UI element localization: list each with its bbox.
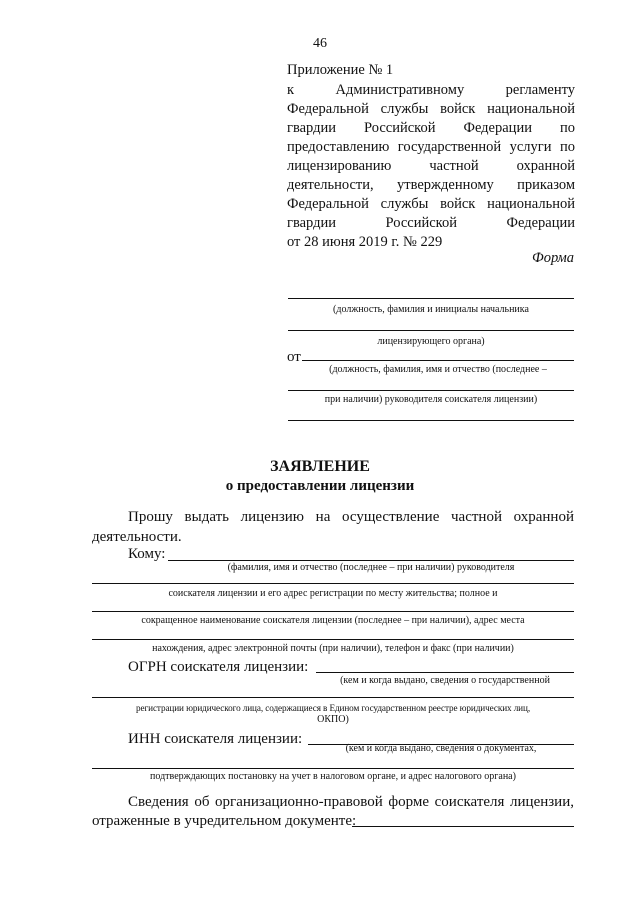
addressee-caption: лицензирующего органа): [377, 336, 485, 347]
to-line-3: [92, 611, 574, 612]
ogrn-line-2: [92, 697, 574, 698]
from-caption: при наличии) руководителя соискателя лицензии): [324, 394, 538, 405]
ogrn-caption: (кем и когда выдано, сведения о государственной: [340, 675, 550, 686]
to-caption: нахождения, адрес электронной почты (при наличии), телефон и факс (при наличии): [152, 643, 514, 654]
ogrn-caption: регистрации юридического лица, содержащиеся в Едином государственном реестре юридических лиц,: [135, 703, 531, 713]
inn-caption: (кем и когда выдано, сведения о документах,: [345, 743, 537, 754]
ogrn-caption: ОКПО): [317, 714, 349, 725]
form-label: Форма: [532, 250, 574, 266]
from-line: [302, 360, 574, 361]
org-form-text: Сведения об организационно-правовой форме соискателя лицензии,: [128, 794, 574, 810]
from-line-2: [288, 390, 574, 391]
appendix-line: к Административному регламенту: [287, 82, 575, 98]
org-form-text: отраженные в учредительном документе:: [92, 813, 357, 829]
inn-label: ИНН соискателя лицензии:: [128, 731, 303, 747]
appendix-line: Федеральной службы войск национальной: [287, 196, 575, 212]
to-line-4: [92, 639, 574, 640]
appendix-line: лицензированию частной охранной: [287, 158, 575, 174]
appendix-line: Приложение № 1: [287, 62, 394, 78]
to-caption: соискателя лицензии и его адрес регистрации по месту жительства; полное и: [168, 588, 498, 599]
org-form-line: [352, 826, 574, 827]
inn-caption: подтверждающих постановку на учет в налоговом органе, и адрес налогового органа): [150, 771, 516, 782]
to-label: Кому:: [128, 546, 166, 562]
to-caption: (фамилия, имя и отчество (последнее – при наличии) руководителя: [227, 562, 515, 573]
ogrn-label: ОГРН соискателя лицензии:: [128, 659, 309, 675]
request-text: деятельности.: [92, 529, 182, 545]
to-line-2: [92, 583, 574, 584]
appendix-line: гвардии Российской Федерации: [287, 215, 575, 231]
appendix-line: деятельности, утвержденному приказом: [287, 177, 575, 193]
from-label: от: [287, 349, 301, 365]
appendix-line: предоставлению государственной услуги по: [287, 139, 575, 155]
addressee-line-2: [288, 330, 574, 331]
appendix-line: Федеральной службы войск национальной: [287, 101, 575, 117]
from-line-3: [288, 420, 574, 421]
addressee-line-1: [288, 298, 574, 299]
to-caption: сокращенное наименование соискателя лицензии (последнее – при наличии), адрес места: [141, 615, 525, 626]
page-number: 46: [313, 36, 327, 51]
request-text: Прошу выдать лицензию на осуществление частной охранной: [128, 509, 574, 525]
appendix-line: от 28 июня 2019 г. № 229: [287, 234, 443, 250]
document-subtitle: о предоставлении лицензии: [225, 478, 415, 494]
to-line-1: [168, 560, 574, 561]
document-title: ЗАЯВЛЕНИЕ: [270, 458, 370, 475]
addressee-caption: (должность, фамилия и инициалы начальника: [333, 304, 529, 315]
appendix-line: гвардии Российской Федерации по: [287, 120, 575, 136]
inn-line-2: [92, 768, 574, 769]
from-caption: (должность, фамилия, имя и отчество (последнее –: [329, 364, 547, 375]
ogrn-line: [316, 672, 574, 673]
